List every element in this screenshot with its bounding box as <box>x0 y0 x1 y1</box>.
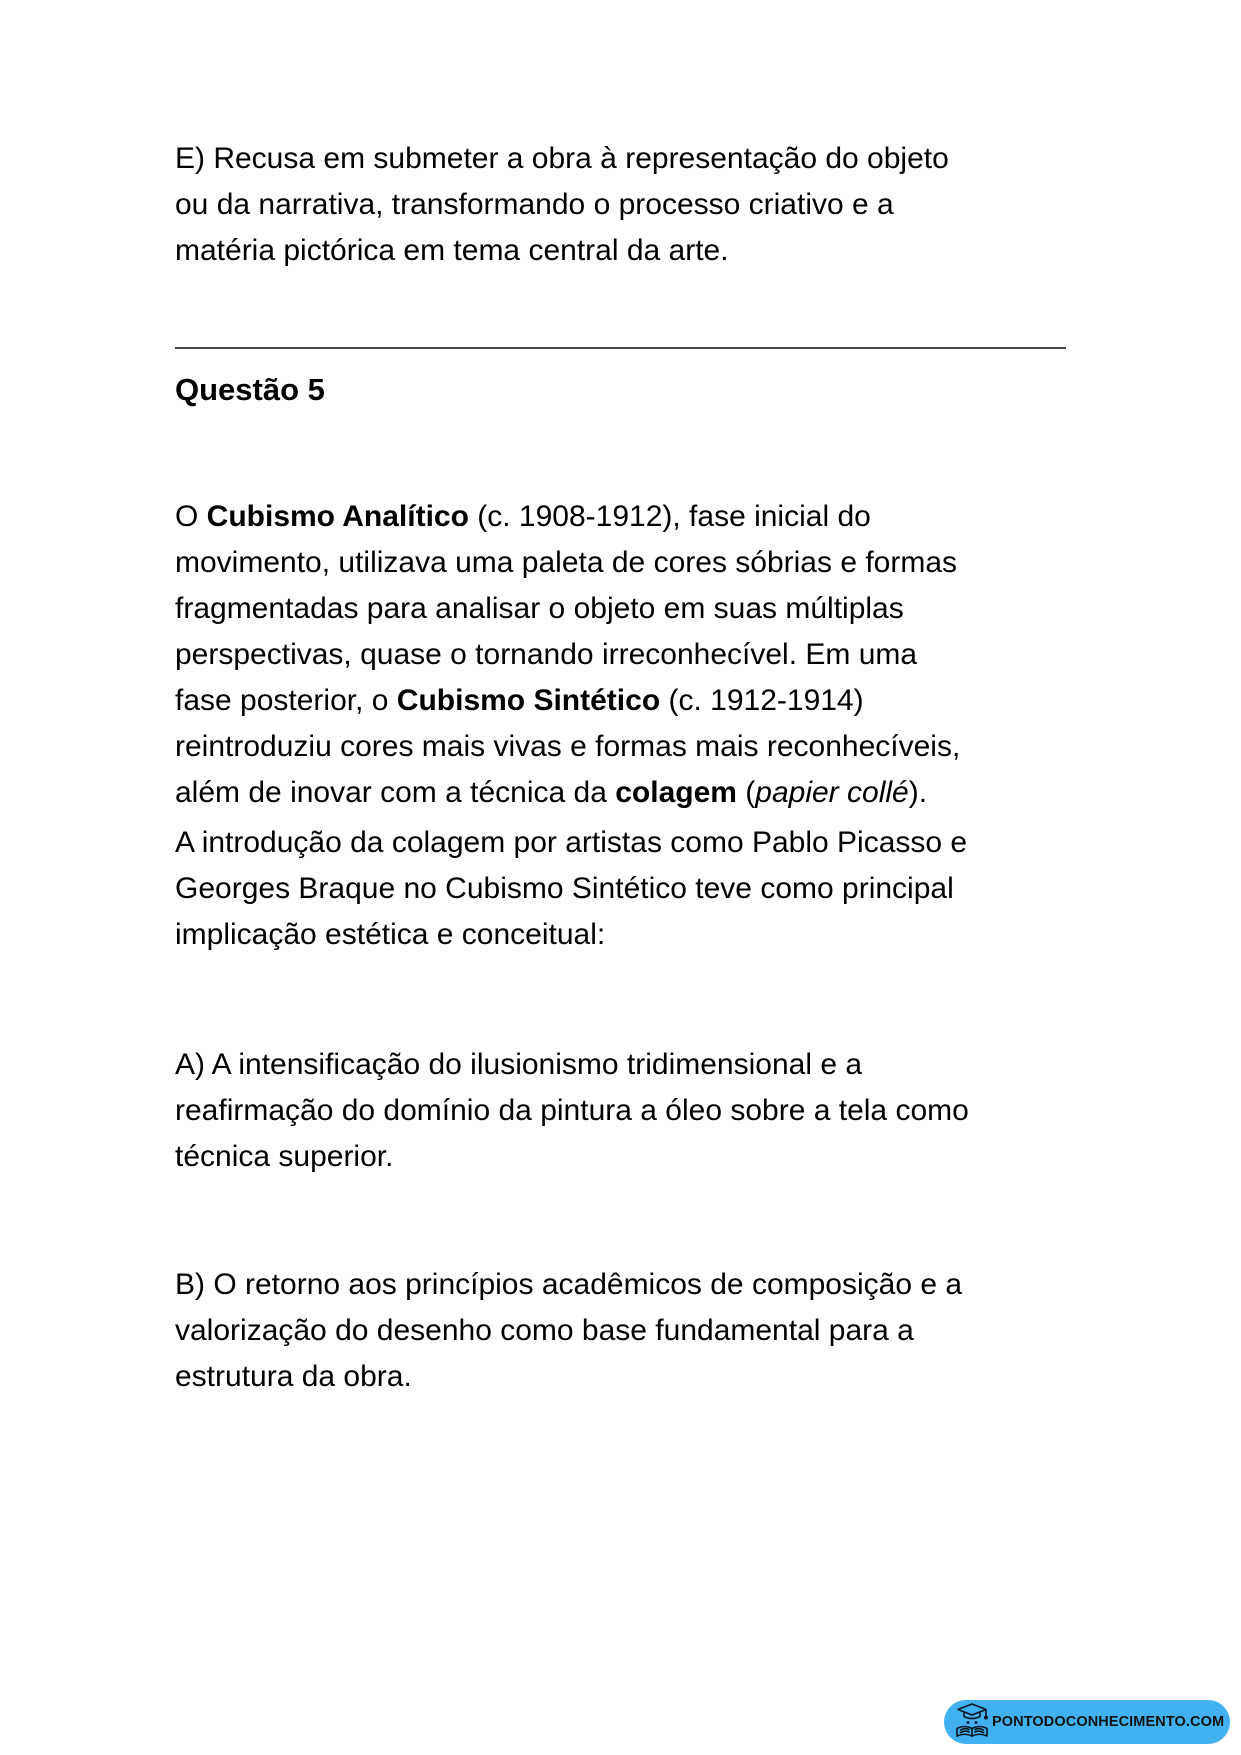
text-line <box>175 770 1066 816</box>
graduate-reading-book-icon <box>952 1701 992 1741</box>
section-divider <box>175 347 1066 349</box>
text-line <box>175 632 1066 678</box>
text-line <box>175 1354 1066 1400</box>
text-run: fase posterior, o <box>175 684 397 717</box>
document-content <box>175 136 1066 1400</box>
text-run: Georges Braque no Cubismo Sintético teve como principal <box>175 872 954 905</box>
text-line <box>175 228 1066 274</box>
text-run: Cubismo Sintético <box>396 684 661 717</box>
text-line <box>175 182 1066 228</box>
text-run: valorização do desenho como base fundamental para a <box>175 1314 914 1347</box>
text-run: além de inovar com a técnica da <box>175 776 616 809</box>
text-run: estrutura da obra. <box>175 1360 412 1393</box>
text-run: B) O retorno aos princípios acadêmicos de composição e a <box>175 1268 963 1301</box>
text-run: perspectivas, quase o tornando irreconhecível. Em uma <box>175 638 918 671</box>
text-run: ). <box>908 776 928 809</box>
text-run: reafirmação do domínio da pintura a óleo sobre a tela como <box>175 1094 969 1127</box>
text-line <box>175 820 1066 866</box>
text-run: A) A intensificação do ilusionismo tridimensional e a <box>175 1048 863 1081</box>
text-line <box>175 912 1066 958</box>
text-line <box>175 724 1066 770</box>
text-line <box>175 866 1066 912</box>
text-line <box>175 540 1066 586</box>
text-run: ( <box>736 776 756 809</box>
text-run: colagem <box>615 776 737 809</box>
question-intro-paragraph <box>175 494 1066 816</box>
text-line <box>175 1308 1066 1354</box>
text-run: A introdução da colagem por artistas como Pablo Picasso e <box>175 826 968 859</box>
option-e-text <box>175 136 1066 274</box>
text-line <box>175 136 1066 182</box>
text-line <box>175 586 1066 632</box>
text-run: ou da narrativa, transformando o processo criativo e a <box>175 188 894 221</box>
text-run: fragmentadas para analisar o objeto em suas múltiplas <box>175 592 904 625</box>
footer-badge <box>944 1700 1230 1744</box>
text-line <box>175 1262 1066 1308</box>
question-title: Questão 5 <box>175 372 325 407</box>
text-run: implicação estética e conceitual: <box>175 918 606 951</box>
text-run: (c. 1908-1912), fase inicial do <box>468 500 871 533</box>
text-run: E) Recusa em submeter a obra à representação do objeto <box>175 142 949 175</box>
text-line <box>175 678 1066 724</box>
text-run: (c. 1912-1914) <box>660 684 864 717</box>
text-line <box>175 1134 1066 1180</box>
text-run: papier collé <box>755 776 909 809</box>
footer-badge-label: PONTODOCONHECIMENTO.COM <box>992 1714 1225 1730</box>
text-line <box>175 1042 1066 1088</box>
text-run: técnica superior. <box>175 1140 394 1173</box>
option-b-text <box>175 1262 1066 1400</box>
text-run: reintroduziu cores mais vivas e formas mais reconhecíveis, <box>175 730 961 763</box>
text-line <box>175 494 1066 540</box>
text-run: movimento, utilizava uma paleta de cores sóbrias e formas <box>175 546 958 579</box>
text-line <box>175 1088 1066 1134</box>
question-stem-paragraph <box>175 820 1066 958</box>
text-run: Cubismo Analítico <box>206 500 469 533</box>
option-a-text <box>175 1042 1066 1180</box>
text-run: O <box>175 500 207 533</box>
text-run: matéria pictórica em tema central da arte. <box>175 234 729 267</box>
